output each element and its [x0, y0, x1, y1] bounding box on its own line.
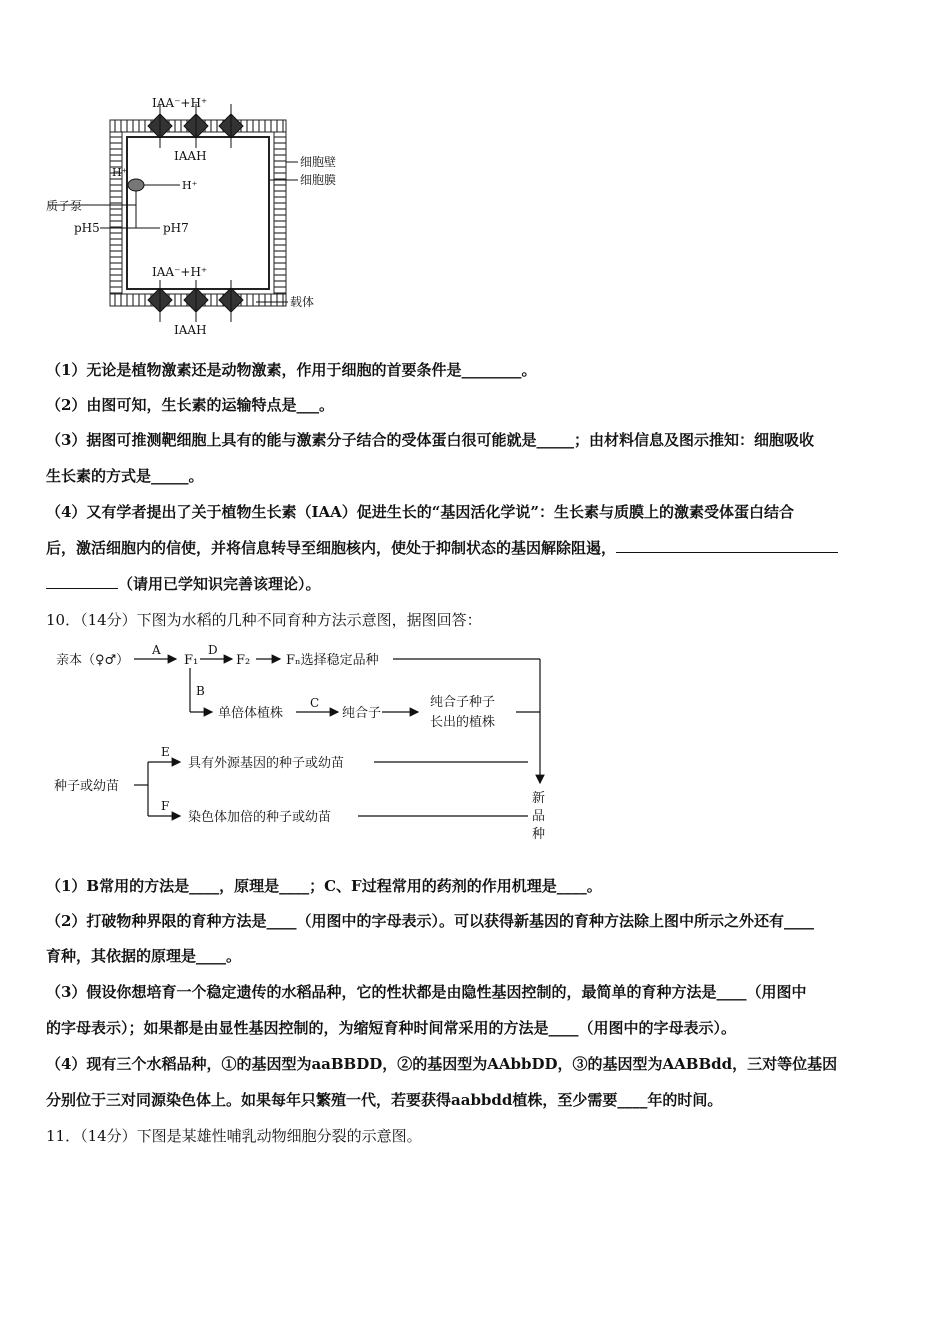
plant-label-2: 长出的植株 — [430, 715, 496, 730]
doubled-label: 染色体加倍的种子或幼苗 — [188, 810, 332, 825]
top-label: IAA⁻+H⁺ — [152, 96, 208, 110]
foreign-gene-label: 具有外源基因的种子或幼苗 — [188, 756, 345, 771]
new-variety-3: 种 — [532, 827, 546, 842]
homozygote-label: 纯合子 — [342, 706, 382, 721]
h-right-label: H⁺ — [182, 179, 198, 192]
q9-line-2: （2）由图可知，生长素的运输特点是___。 — [46, 396, 334, 414]
breeding-methods-diagram — [48, 640, 568, 850]
q10-line-3: 育种，其依据的原理是____。 — [46, 947, 242, 965]
f1-label: F₁ — [184, 653, 199, 668]
f2-label: F₂ — [236, 653, 251, 668]
pump-label: 质子泵 — [46, 199, 83, 213]
q9-line-7-row — [46, 574, 321, 594]
haploid-label: 单倍体植株 — [218, 706, 284, 721]
q11-title: 11．（14分）下图是某雄性哺乳动物细胞分裂的示意图。 — [46, 1127, 422, 1145]
parent-label: 亲本（♀♂） — [56, 653, 130, 668]
carrier-label: 载体 — [290, 295, 315, 309]
arrow-c-label: C — [310, 696, 320, 710]
h-left-label: H⁺ — [112, 166, 128, 179]
bottom-carriers — [148, 280, 243, 322]
q9-line-5: （4）又有学者提出了关于植物生长素（IAA）促进生长的“基因活化学说”：生长素与质膜上的激素受体蛋白结合 — [46, 503, 794, 521]
q9-line-1: （1）无论是植物激素还是动物激素，作用于细胞的首要条件是________。 — [46, 361, 537, 379]
arrow-f-label: F — [161, 799, 170, 813]
q9-line-6-row — [46, 538, 838, 558]
q10-line-4: （3）假设你想培育一个稳定遗传的水稻品种，它的性状都是由隐性基因控制的，最简单的育种方法是____（用图中 — [46, 983, 807, 1001]
bottom-label: IAAH — [174, 323, 207, 337]
q9-line-6: 后，激活细胞内的信使，并将信息转导至细胞核内，使处于抑制状态的基因解除阻遏， — [46, 539, 617, 557]
arrow-d-label: D — [208, 643, 218, 657]
q10-line-7: 分别位于三对同源染色体上。如果每年只繁殖一代，若要获得aabbdd植株，至少需要____年的时间。 — [46, 1091, 723, 1109]
q10-line-1: （1）B常用的方法是____，原理是____；C、F过程常用的药剂的作用机理是____。 — [46, 877, 602, 895]
membrane-label: 细胞膜 — [300, 173, 337, 187]
q9-line-4: 生长素的方式是_____。 — [46, 467, 204, 485]
auxin-transport-diagram — [40, 92, 370, 337]
arrow-e-label: E — [161, 745, 170, 759]
new-variety-2: 品 — [532, 809, 546, 824]
arrow-b-label: B — [196, 684, 205, 698]
proton-pump-icon — [128, 179, 144, 191]
answer-blank[interactable] — [616, 538, 838, 553]
top-carriers — [148, 104, 243, 148]
q9-line-3: （3）据图可推测靶细胞上具有的能与激素分子结合的受体蛋白很可能就是_____；由材料信息及图示推知：细胞吸收 — [46, 431, 814, 449]
ph-out-label: pH5 — [74, 221, 100, 235]
seed-label: 种子或幼苗 — [54, 779, 120, 794]
bottom-inner-label: IAA⁻+H⁺ — [152, 265, 208, 279]
ph-in-label: pH7 — [163, 221, 189, 235]
q10-line-2: （2）打破物种界限的育种方法是____（用图中的字母表示）。可以获得新基因的育种方法除上图中所示之外还有____ — [46, 912, 814, 930]
top-inner-label: IAAH — [174, 149, 207, 163]
plant-label-1: 纯合子种子 — [430, 695, 496, 710]
new-variety-1: 新 — [532, 791, 546, 806]
q10-title: 10．（14分）下图为水稻的几种不同育种方法示意图，据图回答： — [46, 611, 482, 629]
fn-label: Fₙ选择稳定品种 — [286, 653, 379, 668]
wall-label: 细胞壁 — [300, 155, 337, 169]
answer-blank[interactable] — [46, 574, 118, 589]
q10-line-5: 的字母表示）；如果都是由显性基因控制的，为缩短育种时间常采用的方法是____（用图中的字母表示）。 — [46, 1019, 737, 1037]
q9-line-7: （请用已学知识完善该理论）。 — [118, 575, 321, 593]
q10-line-6: （4）现有三个水稻品种，①的基因型为aaBBDD，②的基因型为AAbbDD，③的基因型为AABBdd，三对等位基因 — [46, 1055, 838, 1073]
arrow-a-label: A — [152, 643, 161, 657]
